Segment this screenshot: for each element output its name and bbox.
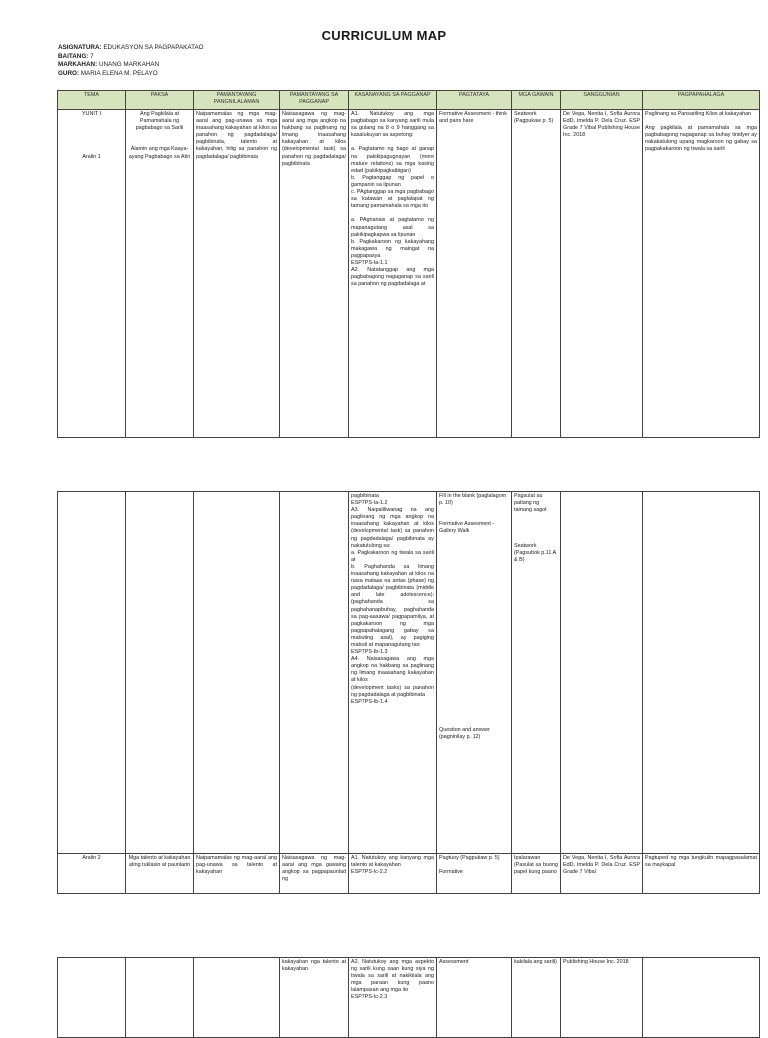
header-pagtataya: PAGTATAYA	[437, 91, 512, 110]
header-kasanayan: KASANAYANG SA PAGGANAP	[349, 91, 437, 110]
asignatura-line	[58, 44, 204, 53]
cell-paksa: Mga talento at kakayahan ating tuklasin at paunlarin	[126, 854, 194, 894]
cell-sanggunian: De Vega, Nenita I, Sofia Aurora EdD, Imelda P. Dela Cruz. ESP Grade 7 Vibal Publishing House Inc. 2018	[561, 110, 643, 438]
cell-paksa: Ang Pagkilala at Pamamahala ng pagbabago sa Sarili Alamin ang mga Kaaya-ayang Pagbabago sa Atin	[126, 110, 194, 438]
cell-pangnilalaman	[194, 958, 280, 1038]
cell-pagtataya: Fill in the blank (paglalagom p. 10) Formative Assesment - Gallery Walk Question and answer (pagninilay p. 12)	[437, 492, 512, 854]
cell-gawain: kakilala ang sarili)	[512, 958, 561, 1038]
header-row	[58, 91, 760, 110]
cell-tema: YUNIT I Aralin 1	[58, 110, 126, 438]
cell-sanggunian: Publishing House Inc. 2018	[561, 958, 643, 1038]
curriculum-table-page2	[57, 491, 760, 894]
baitang-line	[58, 53, 204, 62]
header-tema: TEMA	[58, 91, 126, 110]
cell-kasanayan: A1. Natutukoy ang mga pagbabago sa kanyang sarili mula sa gulang na 8 o 9 hanggang sa kasalukuyan sa aspetong: a. Pagtatamo ng bago at ganap na pakikipagugnayan (more mature relations) sa mga kasing edad (pakikipagkaibigan) b. Pagtanggap ng papel o gampanin sa lipunan c. PAgtanggap sa mga pagbabago sa katawan at paglalapat ng tamang pamamahala sa mga ito a. PAgnanais at pagtatamo ng mapanagutang asal sa pakikipagkapwa sa lipunan b. Pagkakaroon ng kakayahang makagawa ng maingat na pagpapasya ESP7PS-Ia-1.1 A2. Natatanggap ang mga pagbabagong nagaganap sa sarili sa panahon ng pagdadalaga at	[349, 110, 437, 438]
cell-tema	[58, 492, 126, 854]
cell-pangnilalaman: Naipamamalas ng mag-aaral ang pag-unawa sa talento at kakayahan	[194, 854, 280, 894]
cell-gawain: Ipalarawan (Pasulat sa buong papel kung paano	[512, 854, 561, 894]
guro-value: MARIA ELENA M. PELAYO	[80, 69, 158, 77]
table-row	[58, 492, 760, 854]
header-gawain: MGA GAWAIN	[512, 91, 561, 110]
cell-pagganap: Naisasagawa ng mag-aaral ang mga angkop na hakbang sa paglinang ng limang inaasahang kakayahan at kilos (developmental task) sa panahon ng pagdadalaga/ pagbibinata	[280, 110, 349, 438]
cell-pagganap	[280, 492, 349, 854]
cell-pagpapahalaga: Paglinang sa Pansariling Kilos at kakayahan Ang pagkilala at pamamahala sa mga pagbabagong nagaganap sa buhay tinidyer ay nakakatulong upang magkaroon ng gabay sa pagpakakaroon ng tiwala sa sarili	[643, 110, 760, 438]
cell-pagtataya: Pagtuoy (Pagpukaw p. 5) Formative	[437, 854, 512, 894]
cell-pagpapahalaga	[643, 958, 760, 1038]
guro-label: GURO:	[58, 69, 79, 77]
curriculum-table-page3	[57, 957, 760, 1038]
cell-kasanayan: pagbibinata ESP7PS-Ia-1.2 A3. Naipaliliwanag na ang paglinang ng mga angkop na inaasahang kakayahan at kilos (developmental task) sa panahon ng pagdadalaga/ pagbibinata ay nakatutulong sa: a. Pagkakaroon ng tiwala sa sarili at b. Paghahanda sa limang inaasahang kakayahan at kilos na nasa mataas na antas (phase) ng pagdadalaga/ pagbibinata (middle and late adolescence): (paghahanda sa paghahanapbuhay, paghahanda sa pag-aasawa/ pagpapamilya, at pagkakaroon ng mga pagpapahalagang gabay sa mabuting asal), ay pagiging mabuti at mapanagutang tao ESP7PS-Ib-1.3 A4. Naisasagawa ang mga angkop na hakbang sa paglinang ng limang inaasahang kakayahan at kilos (development tasks) sa panahon ng pagdadalaga at pagbibinata ESP7PS-Ib-1.4	[349, 492, 437, 854]
cell-pagganap: kakayahan nga talento at kakayahan	[280, 958, 349, 1038]
asignatura-value: EDUKASYON SA PAGPAPAKATAO	[103, 44, 204, 51]
cell-tema	[58, 958, 126, 1038]
header-pangnilalaman: PAMANTAYANG PANGNILALAMAN	[194, 91, 280, 110]
cell-pagganap: Naisasagawa ng mag-aaral ang mga gawaing angkop sa pagpapaunlad ng	[280, 854, 349, 894]
cell-tema: Aralin 2	[58, 854, 126, 894]
curriculum-table-page1	[57, 90, 760, 438]
page-title: CURRICULUM MAP	[321, 28, 447, 43]
cell-pagtataya: Assessment	[437, 958, 512, 1038]
cell-paksa	[126, 492, 194, 854]
baitang-label: BAITANG:	[58, 52, 89, 60]
header-paksa: PAKSA	[126, 91, 194, 110]
header-sanggunian: SANGGUNIAN	[561, 91, 643, 110]
cell-pagpapahalaga: Pagtuped ng mga tungkulin mapagpasalamat sa maykapal	[643, 854, 760, 894]
cell-kasanayan: A2. Natutukoy ang mga aspekto ng sarili kung saan kung siya ng tiwala sa sarili at nakikilala ang mga paraan kung paano lalampasan ang mga ito ESP7PS-Ic-2.3	[349, 958, 437, 1038]
markahan-line	[58, 61, 204, 70]
cell-pangnilalaman: Naipamamalas ng mga mag-aaral ang pag-unawa sa mga inaasahang kakayahan at kilos sa panahon ng pagdadalaga/ pagbibinata, talento at kakayahan, hilig sa panahon ng pagdadalaga/ pagbibinata	[194, 110, 280, 438]
cell-pagtataya: Formative Assesment - think and pairs hare	[437, 110, 512, 438]
markahan-label: MARKAHAN:	[58, 61, 98, 68]
asignatura-label: ASIGNATURA:	[58, 44, 102, 51]
baitang-value: 7	[90, 52, 94, 60]
header-pagpapahalaga: PAGPAPAHALAGA	[643, 91, 760, 110]
header-pagganap: PAMANTAYANG SA PAGGANAP	[280, 91, 349, 110]
cell-sanggunian	[561, 492, 643, 854]
table-row	[58, 110, 760, 438]
markahan-value: UNANG MARKAHAN	[98, 61, 160, 68]
table-row	[58, 958, 760, 1038]
guro-line	[58, 70, 204, 79]
cell-pangnilalaman	[194, 492, 280, 854]
cell-pagpapahalaga	[643, 492, 760, 854]
document-meta	[58, 44, 204, 78]
cell-sanggunian: De Vega, Nenita I, Sofia Aurora EdD, Imelda P. Dela Cruz. ESP Grade 7 Vibal	[561, 854, 643, 894]
cell-kasanayan: A1. Natutukoy ang kanyang mga talento at kakayahan ESP7PS-Ic-2.2	[349, 854, 437, 894]
cell-paksa	[126, 958, 194, 1038]
cell-gawain: Seatwork (Pagpukaw p. 5)	[512, 110, 561, 438]
cell-gawain: Pagsulat sa patlang ng tamang sagot Seatwork (Pagsubok p.11 A & B)	[512, 492, 561, 854]
table-row	[58, 854, 760, 894]
